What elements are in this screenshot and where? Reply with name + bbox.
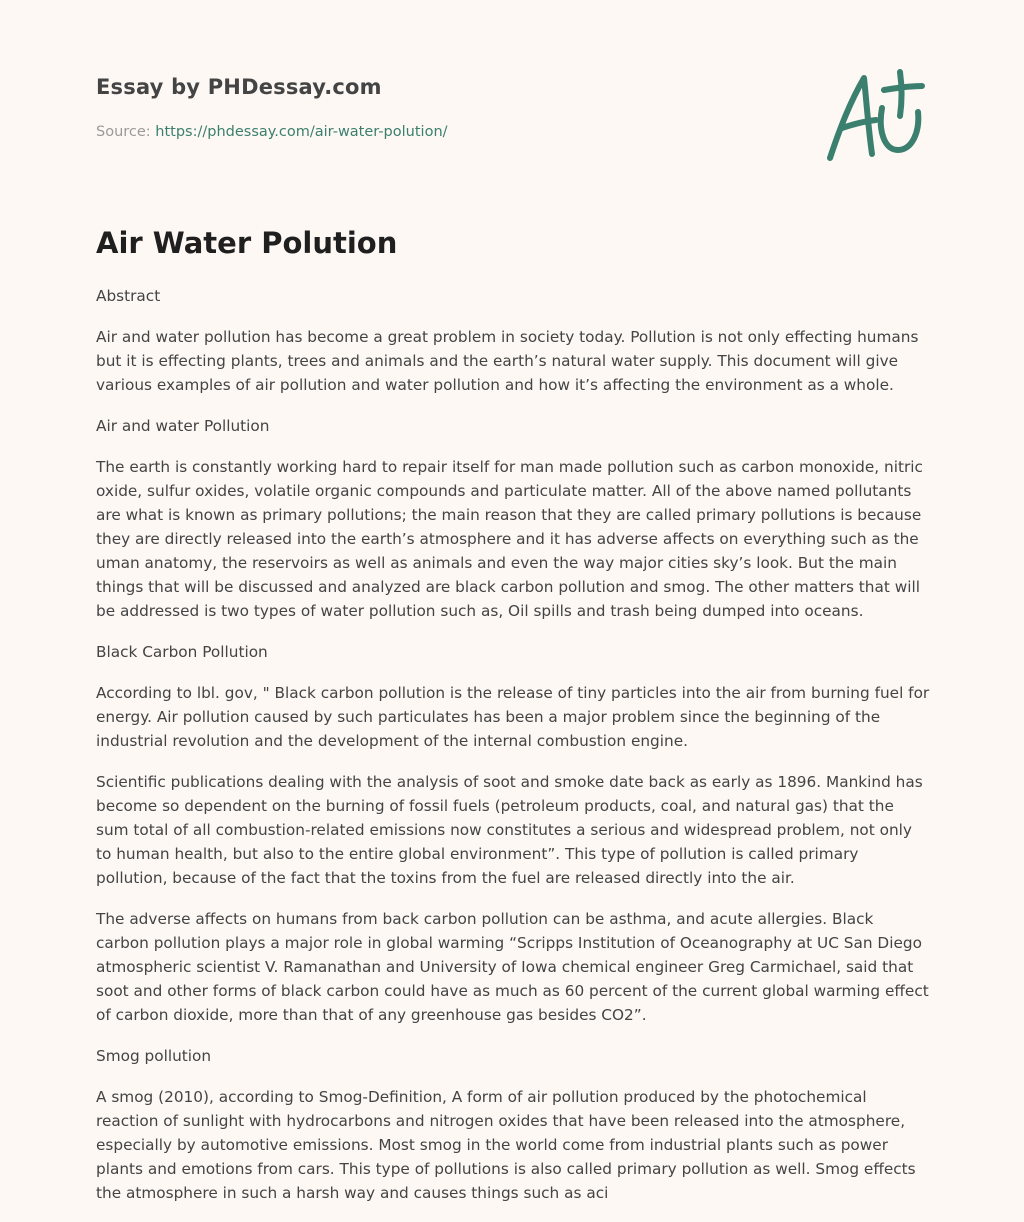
section-heading: Air and water Pollution <box>96 417 270 435</box>
paragraph: A smog (2010), according to Smog-Definition, A form of air pollution produced by the photochemical reaction of sunlight with hydrocarbons and nitrogen oxides that have been released into the atmosphere, especially by automotive emissions. Most smog in the world come from industrial plants such as power plants and emotions from cars. This type of pollutions is also called primary pollution as well. Smog effects the atmosphere in such a harsh way and causes things such as aci <box>96 1088 916 1202</box>
source-label: Source: <box>96 124 151 140</box>
paragraph: Scientific publications dealing with the analysis of soot and smoke date back as early as 1896. Mankind has become so dependent on the burning of fossil fuels (petroleum products, coal, and natural gas) that the sum total of all combustion-related emissions now constitutes a serious and widespread problem, not only to human health, but also to the entire global environment”. This type of pollution is called primary pollution, because of the fact that the toxins from the fuel are released directly into the air. <box>96 773 923 887</box>
source-line <box>96 124 448 140</box>
site-brand: Essay by PHDessay.com <box>96 75 382 99</box>
paragraph: The adverse affects on humans from back carbon pollution can be asthma, and acute allergies. Black carbon pollution plays a major role in global warming “Scripps Institution of Oceanography at UC San Diego atmospheric scientist V. Ramanathan and University of Iowa chemical engineer Greg Carmichael, said that soot and other forms of black carbon could have as much as 60 percent of the current global warming effect of carbon dioxide, more than that of any greenhouse gas besides CO2”. <box>96 910 929 1024</box>
paragraph: Air and water pollution has become a great problem in society today. Pollution is not only effecting humans but it is effecting plants, trees and animals and the earth’s natural water supply. This document will give various examples of air pollution and water pollution and how it’s affecting the environment as a whole. <box>96 328 919 394</box>
essay-title: Air Water Polution <box>96 226 398 260</box>
a-plus-logo-icon <box>822 66 930 166</box>
essay-body <box>96 284 930 1222</box>
section-heading: Abstract <box>96 287 161 305</box>
section-heading: Black Carbon Pollution <box>96 643 268 661</box>
paragraph: According to lbl. gov, " Black carbon pollution is the release of tiny particles into the air from burning fuel for energy. Air pollution caused by such particulates has been a major problem since the beginning of the industrial revolution and the development of the internal combustion engine. <box>96 684 930 750</box>
paragraph: The earth is constantly working hard to repair itself for man made pollution such as carbon monoxide, nitric oxide, sulfur oxides, volatile organic compounds and particulate matter. All of the above named pollutants are what is known as primary pollutions; the main reason that they are called primary pollutions is because they are directly released into the earth’s atmosphere and it has adverse affects on everything such as the uman anatomy, the reservoirs as well as animals and even the way major cities sky’s look. But the main things that will be discussed and analyzed are black carbon pollution and smog. The other matters that will be addressed is two types of water pollution such as, Oil spills and trash being dumped into oceans. <box>96 458 923 620</box>
source-link[interactable]: https://phdessay.com/air-water-polution/ <box>155 124 448 140</box>
section-heading: Smog pollution <box>96 1047 212 1065</box>
